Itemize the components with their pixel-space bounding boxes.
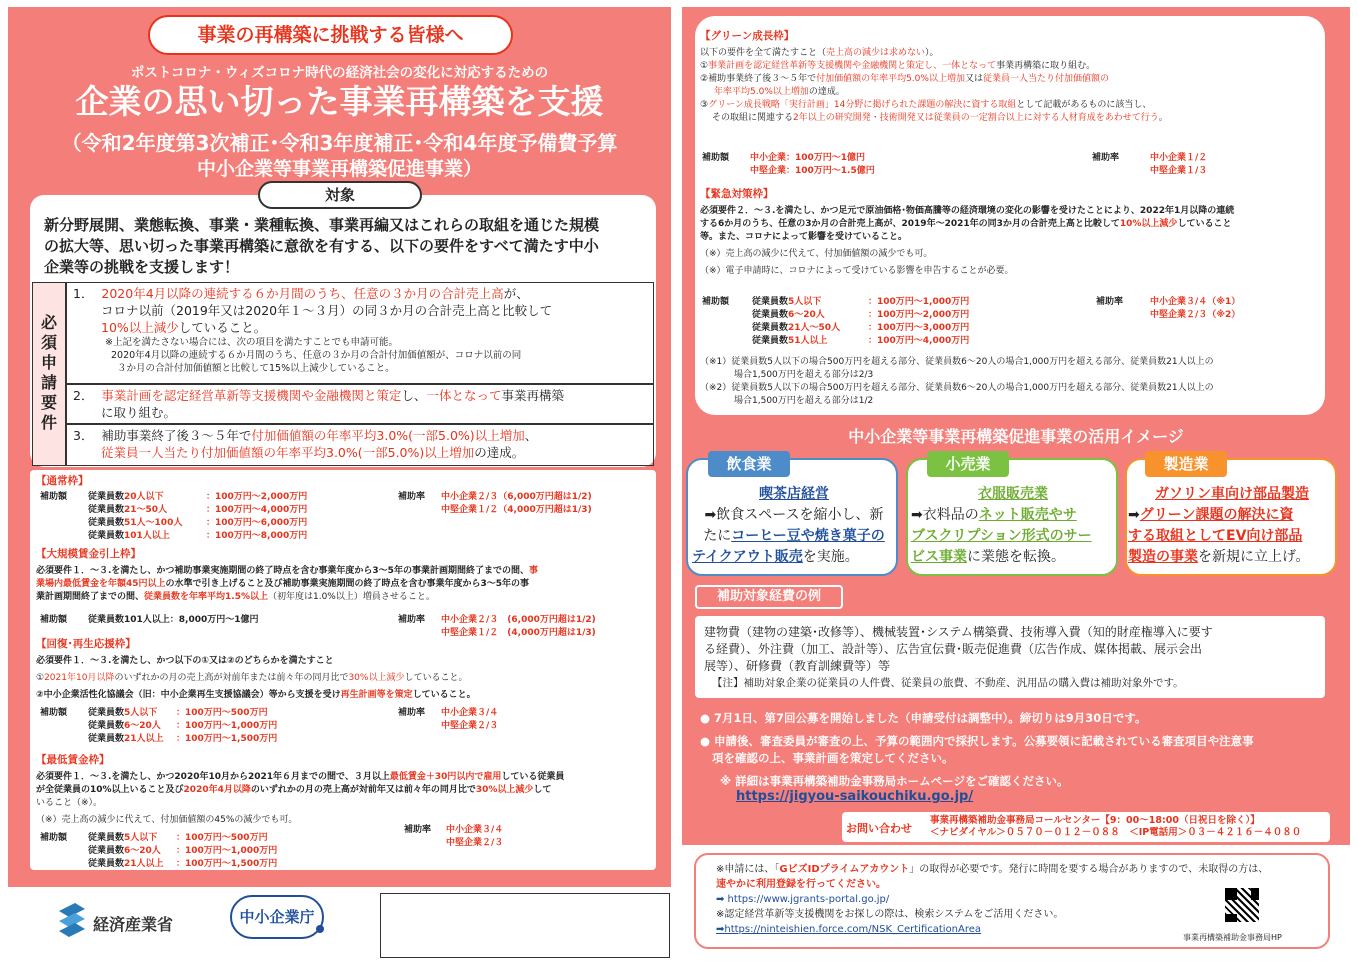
budget-text: （令和2年度第3次補正･令和3年度補正･令和4年度予備費予算 bbox=[61, 131, 618, 155]
card-retail-text: 衣服販売業 ➡衣料品のネット販売やサ ブスクリプション形式のサー ビス事業に業態を転換。 bbox=[911, 486, 1092, 565]
card-manufacturing-tag: 製造業 bbox=[1145, 451, 1227, 477]
large-frame: 【大規模賃金引上枠】 必須要件１．～３.を満たし、かつ補助事業実施期間の終了時点を含む事業年度から3～5年の事業計画期間終了までの間、事 業場内最低賃金を年額45円以上の水準で引き上げること及び補助事業実施期間の終了時点を含む事業年度から3～5年の事 業計画期間終了までの間、従業員数を年率平均1.5%以上（初年度は1.0%以上）増員させること。 補助額 従業員数101人以上：8,000万円～1億円 補助率 中小企業２/３ (6,000万円超は1/2) 中堅企業１/２ (4,000万円超は1/3) bbox=[36, 548, 596, 638]
sme-agency-logo: 中小企業庁 bbox=[230, 895, 324, 939]
intro-line-3: 企業等の挑戦を支援します！ bbox=[44, 258, 240, 276]
intro-line-1: 新分野展開、業態転換、事業・業種転換、事業再編又はこれらの取組を通じた規模 bbox=[44, 216, 600, 234]
info-text: ● 7月1日、第7回公募を開始しました（申請受付は調整中）。締切りは9月30日です。 ● 申請後、審査委員が審査の上、予算の範囲内で採択します。公募要領に記載されている審査項目や注意事 項を確認の上、事業計画を策定してください。 ※ 詳細は事業再構築補助金事務局ホームページをご確認ください。 bbox=[700, 711, 1254, 788]
subtitle: ポストコロナ・ウィズコロナ時代の経済社会の変化に対応するための bbox=[130, 65, 549, 81]
usage-title: 中小企業等事業再構築促進事業の活用イメージ bbox=[848, 427, 1184, 446]
meti-logo: 経済産業省 bbox=[55, 903, 195, 939]
emergency-frame: 【緊急対策枠】 必須要件２．～３.を満たし、かつ足元で原油価格･物価高騰等の経済環境の変化の影響を受けたことにより、2022年1月以降の連続 する6か月のうち、任意の3か月の合計売上高が、2019年～2021年の同3か月の合計売上高と比較して10%以上減少していること 等。また、コロナによって影響を受けていること。 （※）売上高の減少に代えて、付加価値額の減少でも可。 （※）電子申請時に、コロナによって受けている影響を申告することが必要。 補助額 従業員数5人以下 従業員数6～20人 従業員数21人～50人 従業員数51人以上 ：100万円～1,000万円 ：100万円～2,000万円 ：100万円～3,000万円 ：100万円～4,000万円 補助率 中小企業３/４（※1） 中堅企業２/３（※2） （※1）従業員数5人以下の場合500万円を超える部分、従業員数6～20人の場合1,000万円を超える部分、従業員数21人以上の 場合1,500万円を超える部分は2/3 （※2）従業員数5人以下の場合500万円を超える部分、従業員数6～20人の場合1,000万円を超える部分、従業員数21人以上の 場合1,500万円を超える部分は1/2 bbox=[700, 188, 1241, 406]
expense-tab: 補助対象経費の例 bbox=[695, 585, 843, 609]
logo-dot bbox=[316, 925, 324, 933]
main-title: 企業の思い切った事業再構築を支援 bbox=[75, 82, 604, 121]
meti-logo-icon bbox=[55, 903, 89, 939]
requirement-2: 2． 事業計画を認定経営革新等支援機関や金融機関と策定し、一体となって事業再構築 に取り組む。 bbox=[66, 384, 654, 424]
intro-text bbox=[44, 215, 654, 278]
notice-text: ※申請には、「GビズIDプライムアカウント」の取得が必要です。発行に時間を要する場合がありますので、未取得の方は、 速やかに利用登録を行ってください。 ➡ https://www.jgrants-portal.go.jp/ ※認定経営革新等支援機関をお探しの際は、検索システムをご活用ください。 ➡https://ninteishien.force.com/NSK_CertificationArea bbox=[716, 864, 1269, 935]
requirements-label: 必 須 申 請 要 件 bbox=[32, 282, 66, 466]
blank-stamp-box bbox=[380, 893, 670, 958]
card-retail-tag: 小売業 bbox=[927, 451, 1009, 477]
recovery-frame: 【回復･再生応援枠】 必須要件１．～３.を満たし、かつ以下の①又は②のどちらかを満たすこと ①2021年10月以降のいずれかの月の売上高が対前年または前々年の同月比で30%以上減少していること。 ②中小企業活性化協議会（旧：中小企業再生支援協議会）等から支援を受け再生計画等を策定していること。 補助額 従業員数5人以下 従業員数6～20人 従業員数21人以上 ：100万円～500万円 ：100万円～1,000万円 ：100万円～1,500万円 補助率 中小企業３/４ 中堅企業２/３ bbox=[36, 638, 499, 744]
card-manufacturing-text: ガソリン車向け部品製造 ➡グリーン課題の解決に資 する取組としてEV向け部品 製造の事業を新規に立上げ。 bbox=[1128, 486, 1310, 565]
requirement-1: 1． 2020年4月以降の連続する６か月間のうち、任意の３か月の合計売上高が、 コロナ以前（2019年又は2020年１～３月）の同３か月の合計売上高と比較して 10%以上減少していること。 ※上記を満たさない場合には、次の項目を満たすことでも申請可能。 2020年4月以降の連続する６か月間のうち、任意の３か月の合計付加価値額が、コロナ以前の同 ３か月の合計付加価値額と比較して15%以上減少していること。 bbox=[66, 282, 654, 384]
minwage-frame: 【最低賃金枠】 必須要件１．～３.を満たし、かつ2020年10月から2021年６月までの間で、３月以上最低賃金＋30円以内で雇用している従業員 が全従業員の10%以上いること及び2020年4月以降のいずれかの月の売上高が対前年又は前々年の同月比で30%以上減少して いること（※）。 （※）売上高の減少に代えて、付加価値額の45%の減少でも可。 補助額 従業員数5人以下 従業員数6～20人 従業員数21人以上 ：100万円～500万円 ：100万円～1,000万円 ：100万円～1,500万円 補助率 中小企業３/４ 中堅企業２/３ bbox=[36, 754, 565, 869]
contact-text: 事業再構築補助金事務局コールセンター【9：00～18:00（日祝日を除く）】 ＜ナビダイヤル＞０５７０－０１２－０８８ ＜IP電話用＞０３－４２１６－４０８０ bbox=[930, 815, 1302, 838]
expense-text: 建物費（建物の建築･改修等）、機械装置･システム構築費、技術導入費（知的財産権導入に要す る経費）、外注費（加工、設計等）、広告宣伝費･販売促進費（広告作成、媒体掲載、展示会出 展等）、研修費（教育訓練費等）等 【注】補助対象企業の従業員の人件費、従業員の旅費、不動産、汎用品の購入費は補助対象外です。 bbox=[704, 625, 1213, 689]
banner: 事業の再構築に挑戦する皆様へ bbox=[148, 15, 513, 55]
card-restaurant-text: 喫茶店経営 ➡飲食スペースを縮小し、新 たにコーヒー豆や焼き菓子の テイクアウト販売を実施。 bbox=[692, 486, 885, 565]
program-name: 中小企業等事業再構築促進事業） bbox=[196, 158, 482, 180]
green-frame: 【グリーン成長枠】 以下の要件を全て満たすこと（売上高の減少は求めない）。 ①事業計画を認定経営革新等支援機関や金融機関と策定し、一体となって事業再構築に取り組む。 ②補助事業終了後３～５年で付加価値額の年率平均5.0%以上増加又は従業員一人当たり付加価値額の 年率平均5.0%以上増加の達成。 ③グリーン成長戦略「実行計画」14分野に掲げられた課題の解決に資する取組として記載があるものに該当し、 その取組に関連する2年以上の研究開発・技術開発又は従業員の一定割合以上に対する人材育成をあわせて行う。 補助額 中小企業：100万円～1億円 中堅企業：100万円～1.5億円 補助率 中小企業１/２ 中堅企業１/３ bbox=[700, 30, 1208, 176]
requirement-3: 3． 補助事業終了後３～５年で付加価値額の年率平均3.0%(一部5.0%)以上増加、 従業員一人当たり付加価値額の年率平均3.0%(一部5.0%)以上増加の達成。 bbox=[66, 424, 654, 466]
normal-frame: 【通常枠】 補助額 従業員数20人以下 従業員数21～50人 従業員数51人～100人 従業員数101人以上 ：100万円～2,000万円 ：100万円～4,000万円 ：100万円～6,000万円 ：100万円～8,000万円 補助率 中小企業２/３（6,000万円超は1/2) 中堅企業１/２（4,000万円超は1/3) bbox=[36, 475, 592, 541]
qr-code bbox=[1223, 886, 1261, 924]
website-link[interactable]: https://jigyou-saikouchiku.go.jp/ bbox=[736, 789, 974, 804]
card-restaurant-tag: 飲食業 bbox=[708, 451, 790, 477]
contact-label: お問い合わせ bbox=[846, 822, 912, 835]
intro-line-2: の拡大等、思い切った事業再構築に意欲を有する、以下の要件をすべて満たす中小 bbox=[44, 237, 599, 255]
target-tab: 対象 bbox=[258, 181, 422, 209]
qr-caption: 事業再構築補助金事務局HP bbox=[1183, 933, 1282, 942]
